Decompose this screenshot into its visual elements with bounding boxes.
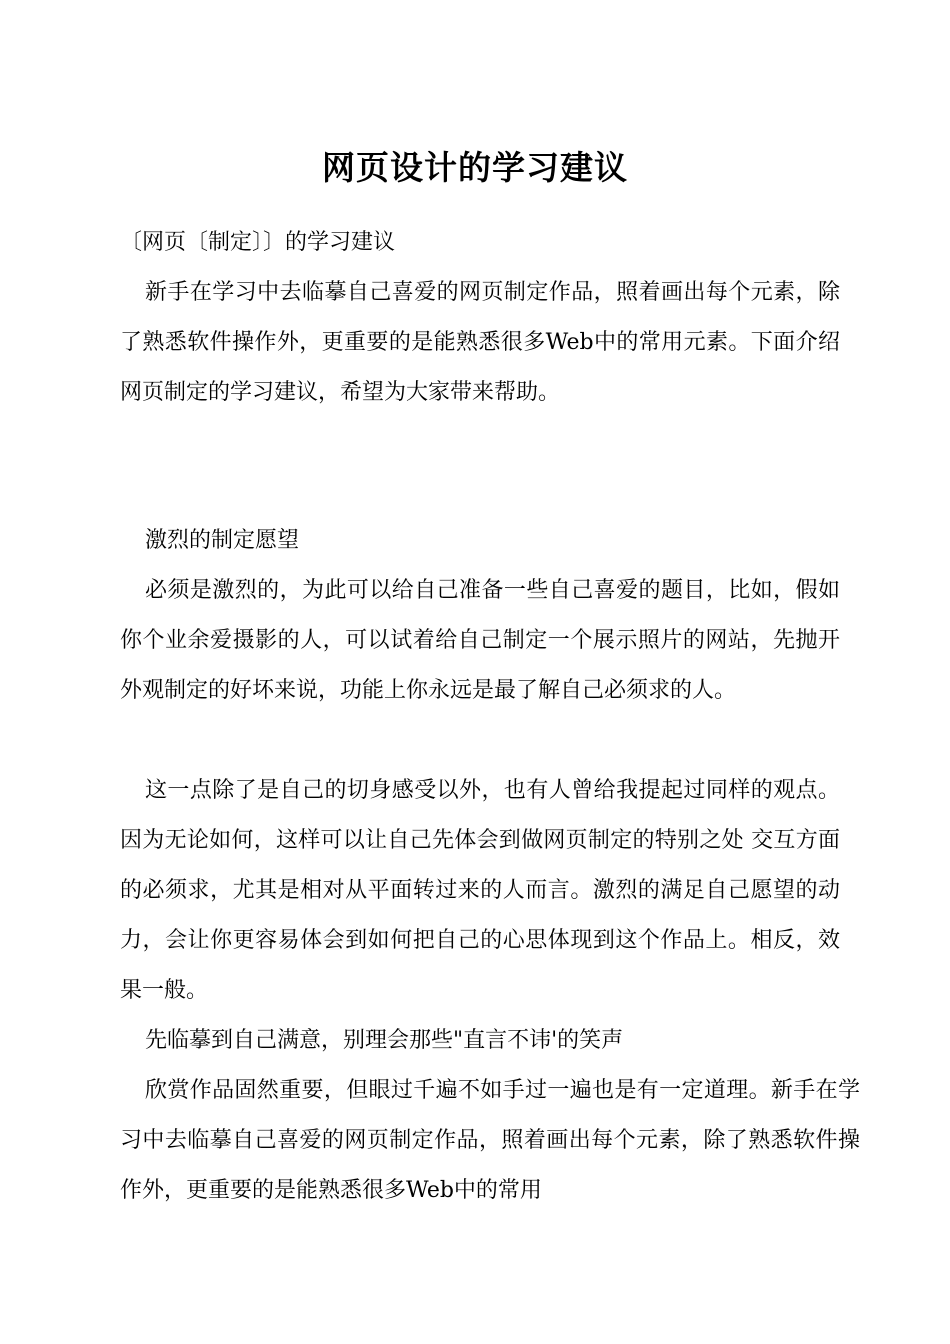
intro-paragraph: 新手在学习中去临摹自己喜爱的网页制定作品，照着画出每个元素，除了熟悉软件操作外，更重要的是能熟悉很多Web中的常用元素。下面介绍网页制定的学习建议，希望为大家带来帮助。 bbox=[120, 280, 840, 405]
document-title: 网页设计的学习建议 bbox=[322, 148, 628, 187]
section-paragraph-desire-2: 这一点除了是自己的切身感受以外，也有人曾给我提起过同样的观点。因为无论如何，这样可以让自己先体会到做网页制定的特别之处 交互方面的必须求，尤其是相对从平面转过来的人而言。激烈的满足自己愿望的动力，会让你更容易体会到如何把自己的心思体现到这个作品上。相反，效果一般。 bbox=[120, 778, 840, 1003]
section-heading-copy: 先临摹到自己满意，别理会那些"直言不讳'的笑声 bbox=[145, 1028, 624, 1053]
section-paragraph-desire-1: 必须是激烈的，为此可以给自己准备一些自己喜爱的题目，比如，假如你个业余爱摄影的人，可以试着给自己制定一个展示照片的网站，先抛开外观制定的好坏来说，功能上你永远是最了解自己必须求的人。 bbox=[120, 578, 840, 703]
section-paragraph-copy-1: 欣赏作品固然重要，但眼过千遍不如手过一遍也是有一定道理。新手在学习中去临摹自己喜爱的网页制定作品，照着画出每个元素，除了熟悉软件操作外，更重要的是能熟悉很多Web中的常用 bbox=[120, 1078, 860, 1203]
document-subtitle: 〔网页〔制定〕〕的学习建议 bbox=[120, 230, 396, 255]
section-heading-desire: 激烈的制定愿望 bbox=[145, 528, 300, 553]
